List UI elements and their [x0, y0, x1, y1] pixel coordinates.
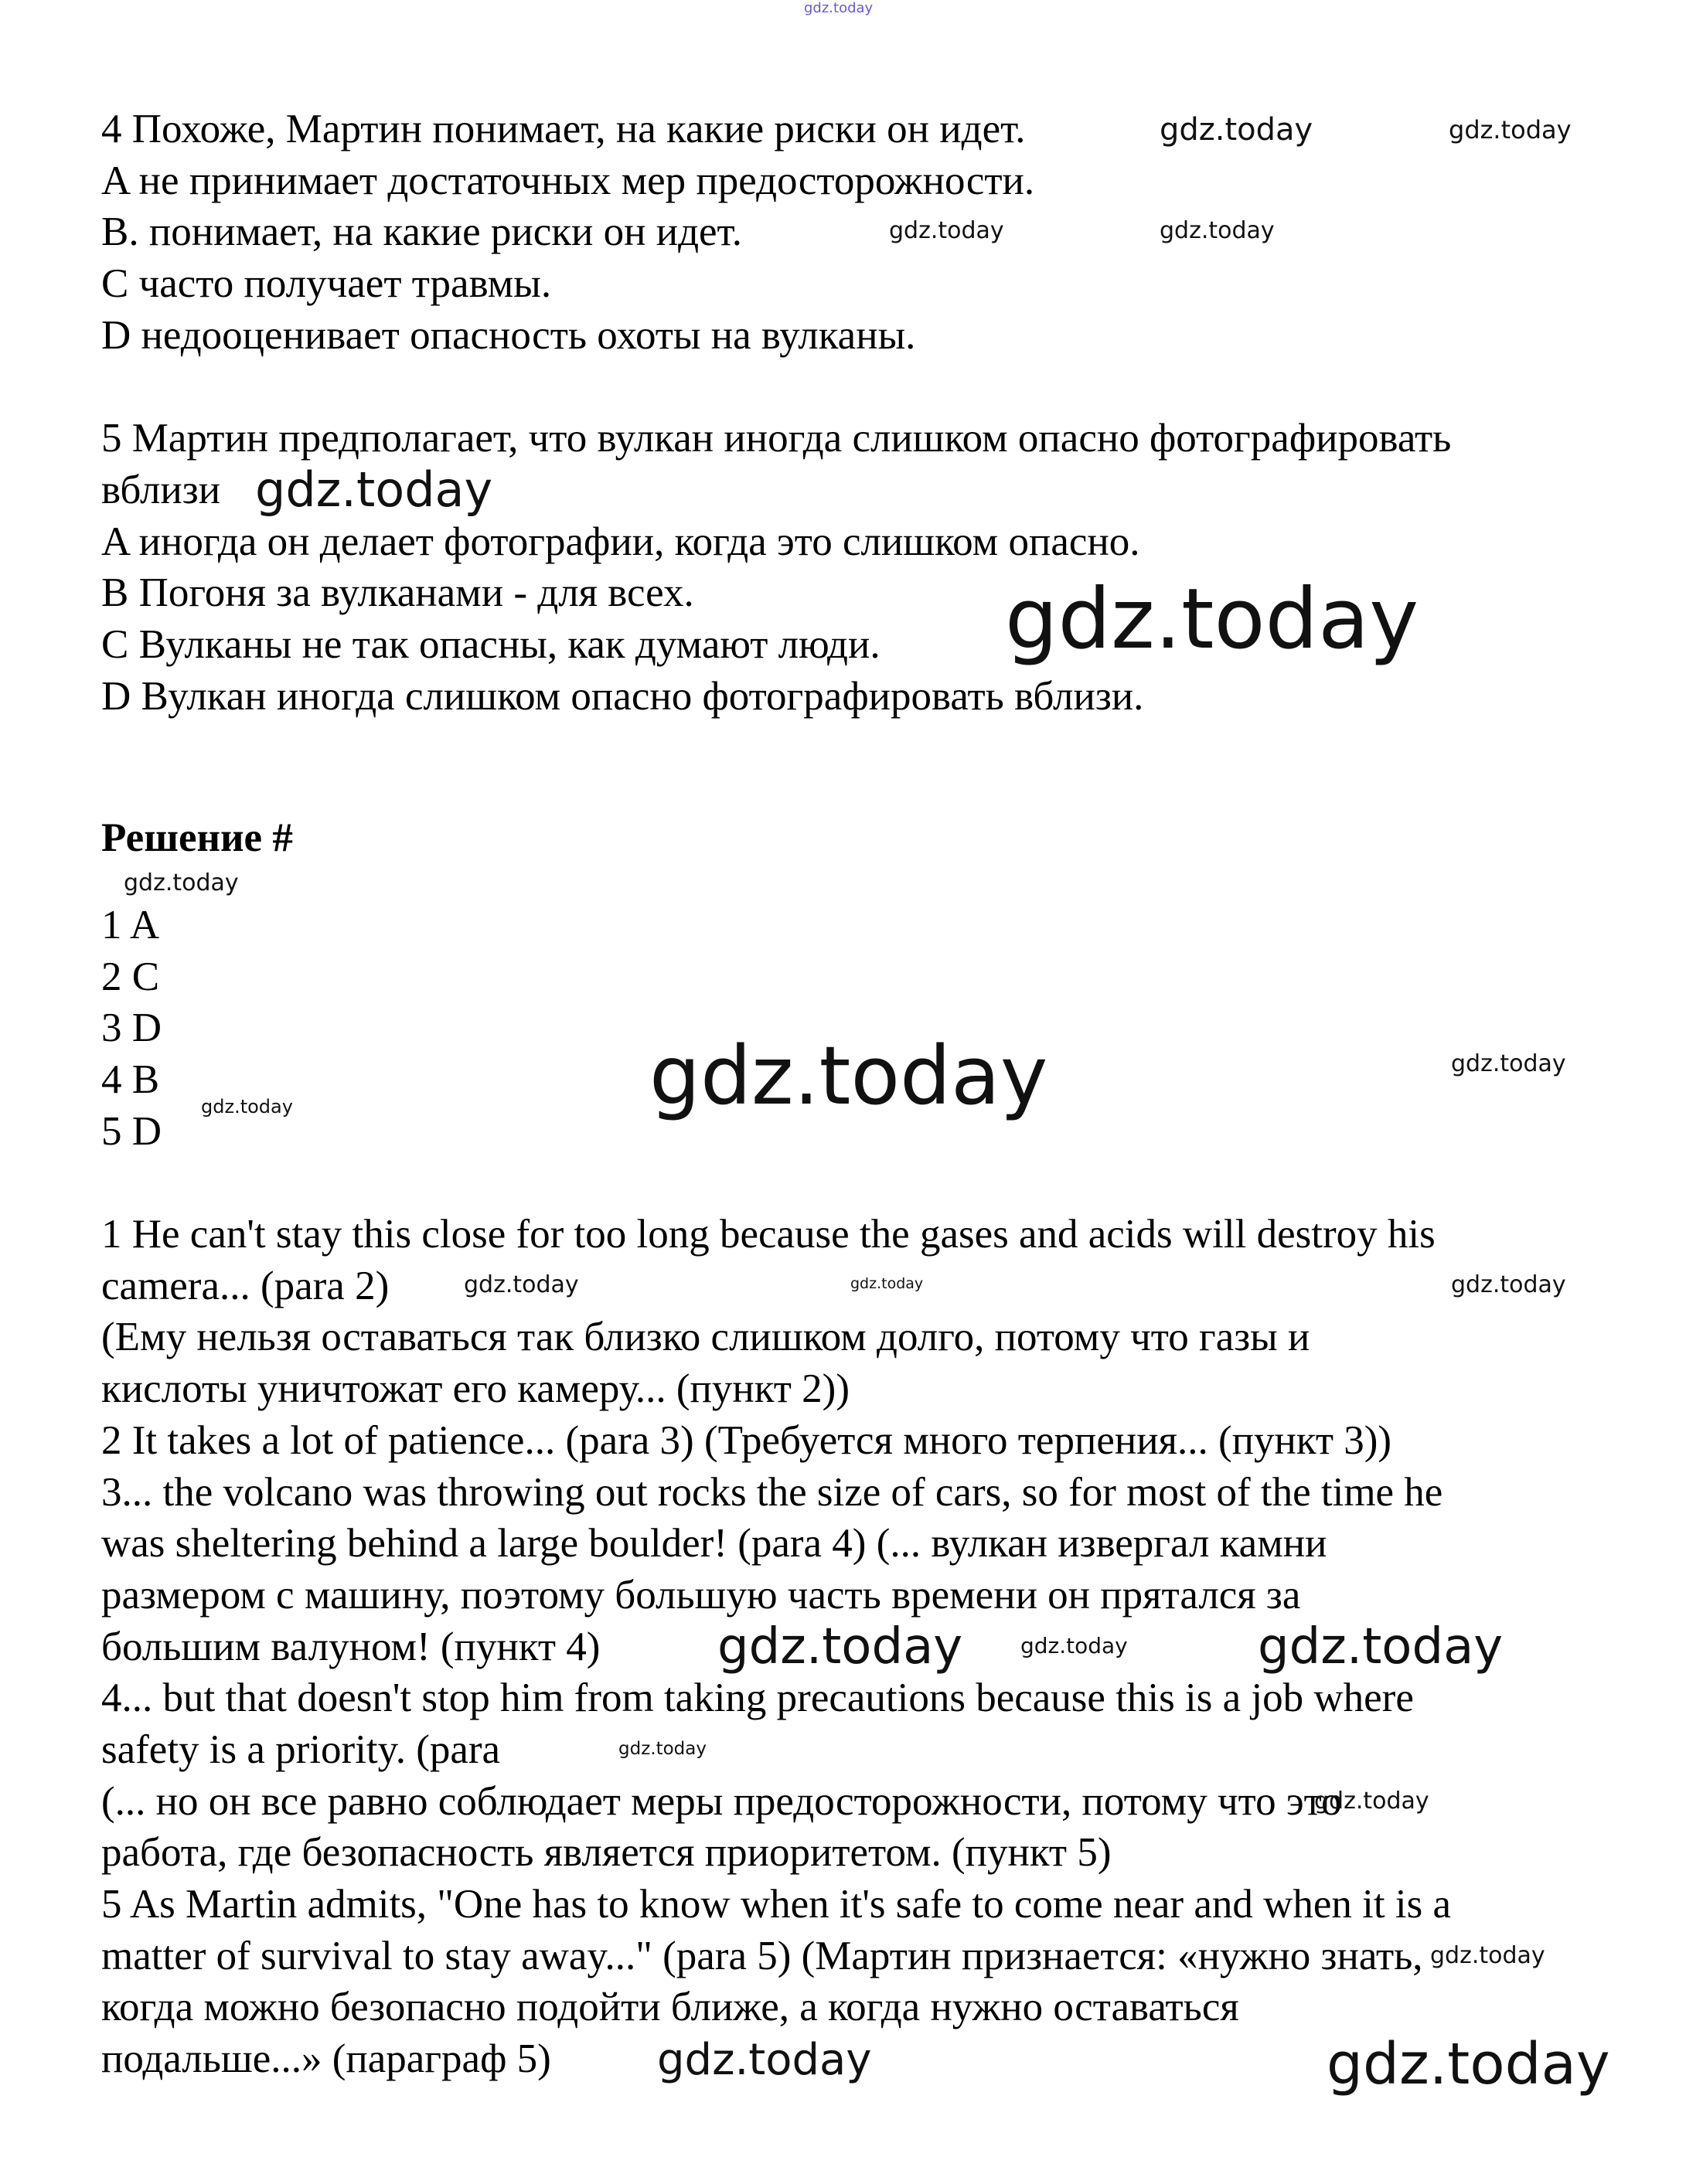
watermark: gdz.today	[804, 0, 874, 16]
solution	[101, 812, 1616, 2085]
question-5	[101, 413, 1616, 722]
watermark: gdz.today	[255, 461, 493, 518]
option: A не принимает достаточных мер предосторожности.	[101, 158, 1035, 203]
question-stem: вблизи	[101, 467, 221, 512]
answer: 3 D	[101, 1005, 162, 1051]
answer: 5 D	[101, 1108, 162, 1154]
answer: 2 C	[101, 954, 160, 999]
option: D Вулкан иногда слишком опасно фотографировать вблизи.	[101, 673, 1144, 719]
explanation-line: кислоты уничтожат его камеру... (пункт 2))	[101, 1366, 850, 1412]
answer: 4 B	[101, 1057, 160, 1102]
explanation-line: matter of survival to stay away..." (para 5) (Мартин признается: «нужно знать,	[101, 1933, 1423, 1978]
explanation-line: большим валуном! (пункт 4)	[101, 1624, 601, 1669]
watermark: gdz.today	[1327, 2031, 1610, 2097]
explanation-line: размером с машину, поэтому большую часть времени он прятался за	[101, 1572, 1301, 1618]
option: B Погоня за вулканами - для всех.	[101, 570, 694, 616]
watermark: gdz.today	[717, 1618, 963, 1675]
explanation-line: 4... but that doesn't stop him from taking precautions because this is a job where	[101, 1675, 1414, 1721]
watermark: gdz.today	[124, 869, 239, 896]
explanation-line: 1 He can't stay this close for too long because the gases and acids will destroy his	[101, 1212, 1436, 1257]
question-stem: 4 Похоже, Мартин понимает, на какие риски он идет.	[101, 107, 1026, 151]
explanation-line: подальше...» (параграф 5)	[101, 2036, 551, 2082]
watermark: gdz.today	[1160, 112, 1313, 148]
question-stem: 5 Мартин предполагает, что вулкан иногда слишком опасно фотографировать	[101, 416, 1452, 461]
explanation-line: was sheltering behind a large boulder! (para 4) (... вулкан извергал камни	[101, 1521, 1327, 1567]
watermark: gdz.today	[889, 217, 1004, 244]
watermark: gdz.today	[1258, 1618, 1504, 1675]
watermark: gdz.today	[1449, 115, 1572, 145]
explanation-line: (Ему нельзя оставаться так близко слишком долго, потому что газы и	[101, 1315, 1310, 1360]
option: B. понимает, на какие риски он идет.	[101, 209, 742, 255]
watermark: gdz.today	[1020, 1633, 1128, 1658]
watermark: gdz.today	[1005, 571, 1419, 668]
watermark: gdz.today	[649, 1029, 1048, 1123]
solution-heading: Решение #	[101, 815, 293, 861]
watermark: gdz.today	[1160, 217, 1275, 244]
watermark: gdz.today	[618, 1739, 707, 1759]
explanation-line: 3... the volcano was throwing out rocks the size of cars, so for most of the time he	[101, 1469, 1443, 1515]
watermark: gdz.today	[1430, 1942, 1545, 1969]
watermark: gdz.today	[1314, 1788, 1429, 1815]
option: A иногда он делает фотографии, когда это слишком опасно.	[101, 519, 1140, 564]
option: C Вулканы не так опасны, как думают люди.	[101, 621, 880, 667]
explanation-line: 5 As Martin admits, "One has to know when it's safe to come near and when it is a	[101, 1882, 1451, 1927]
explanation-line: safety is a priority. (para	[101, 1726, 501, 1772]
explanation-line: работа, где безопасность является приоритетом. (пункт 5)	[101, 1830, 1112, 1876]
watermark: gdz.today	[657, 2035, 872, 2085]
option: D недооценивает опасность охоты на вулканы.	[101, 312, 916, 358]
explanation-line: 2 It takes a lot of patience... (para 3) (Требуется много терпения... (пункт 3))	[101, 1417, 1392, 1463]
watermark: gdz.today	[1451, 1271, 1566, 1298]
answer: 1 A	[101, 902, 160, 947]
explanation-line: когда можно безопасно подойти ближе, а когда нужно оставаться	[101, 1985, 1239, 2030]
watermark: gdz.today	[464, 1271, 579, 1298]
watermark: gdz.today	[201, 1096, 293, 1118]
explanation-line: camera... (para 2)	[101, 1263, 390, 1308]
option: C часто получает травмы.	[101, 261, 552, 307]
watermark: gdz.today	[850, 1275, 924, 1292]
watermark: gdz.today	[1451, 1050, 1566, 1077]
question-4	[101, 104, 1616, 361]
explanation-line: (... но он все равно соблюдает меры предосторожности, потому что это	[101, 1778, 1342, 1824]
